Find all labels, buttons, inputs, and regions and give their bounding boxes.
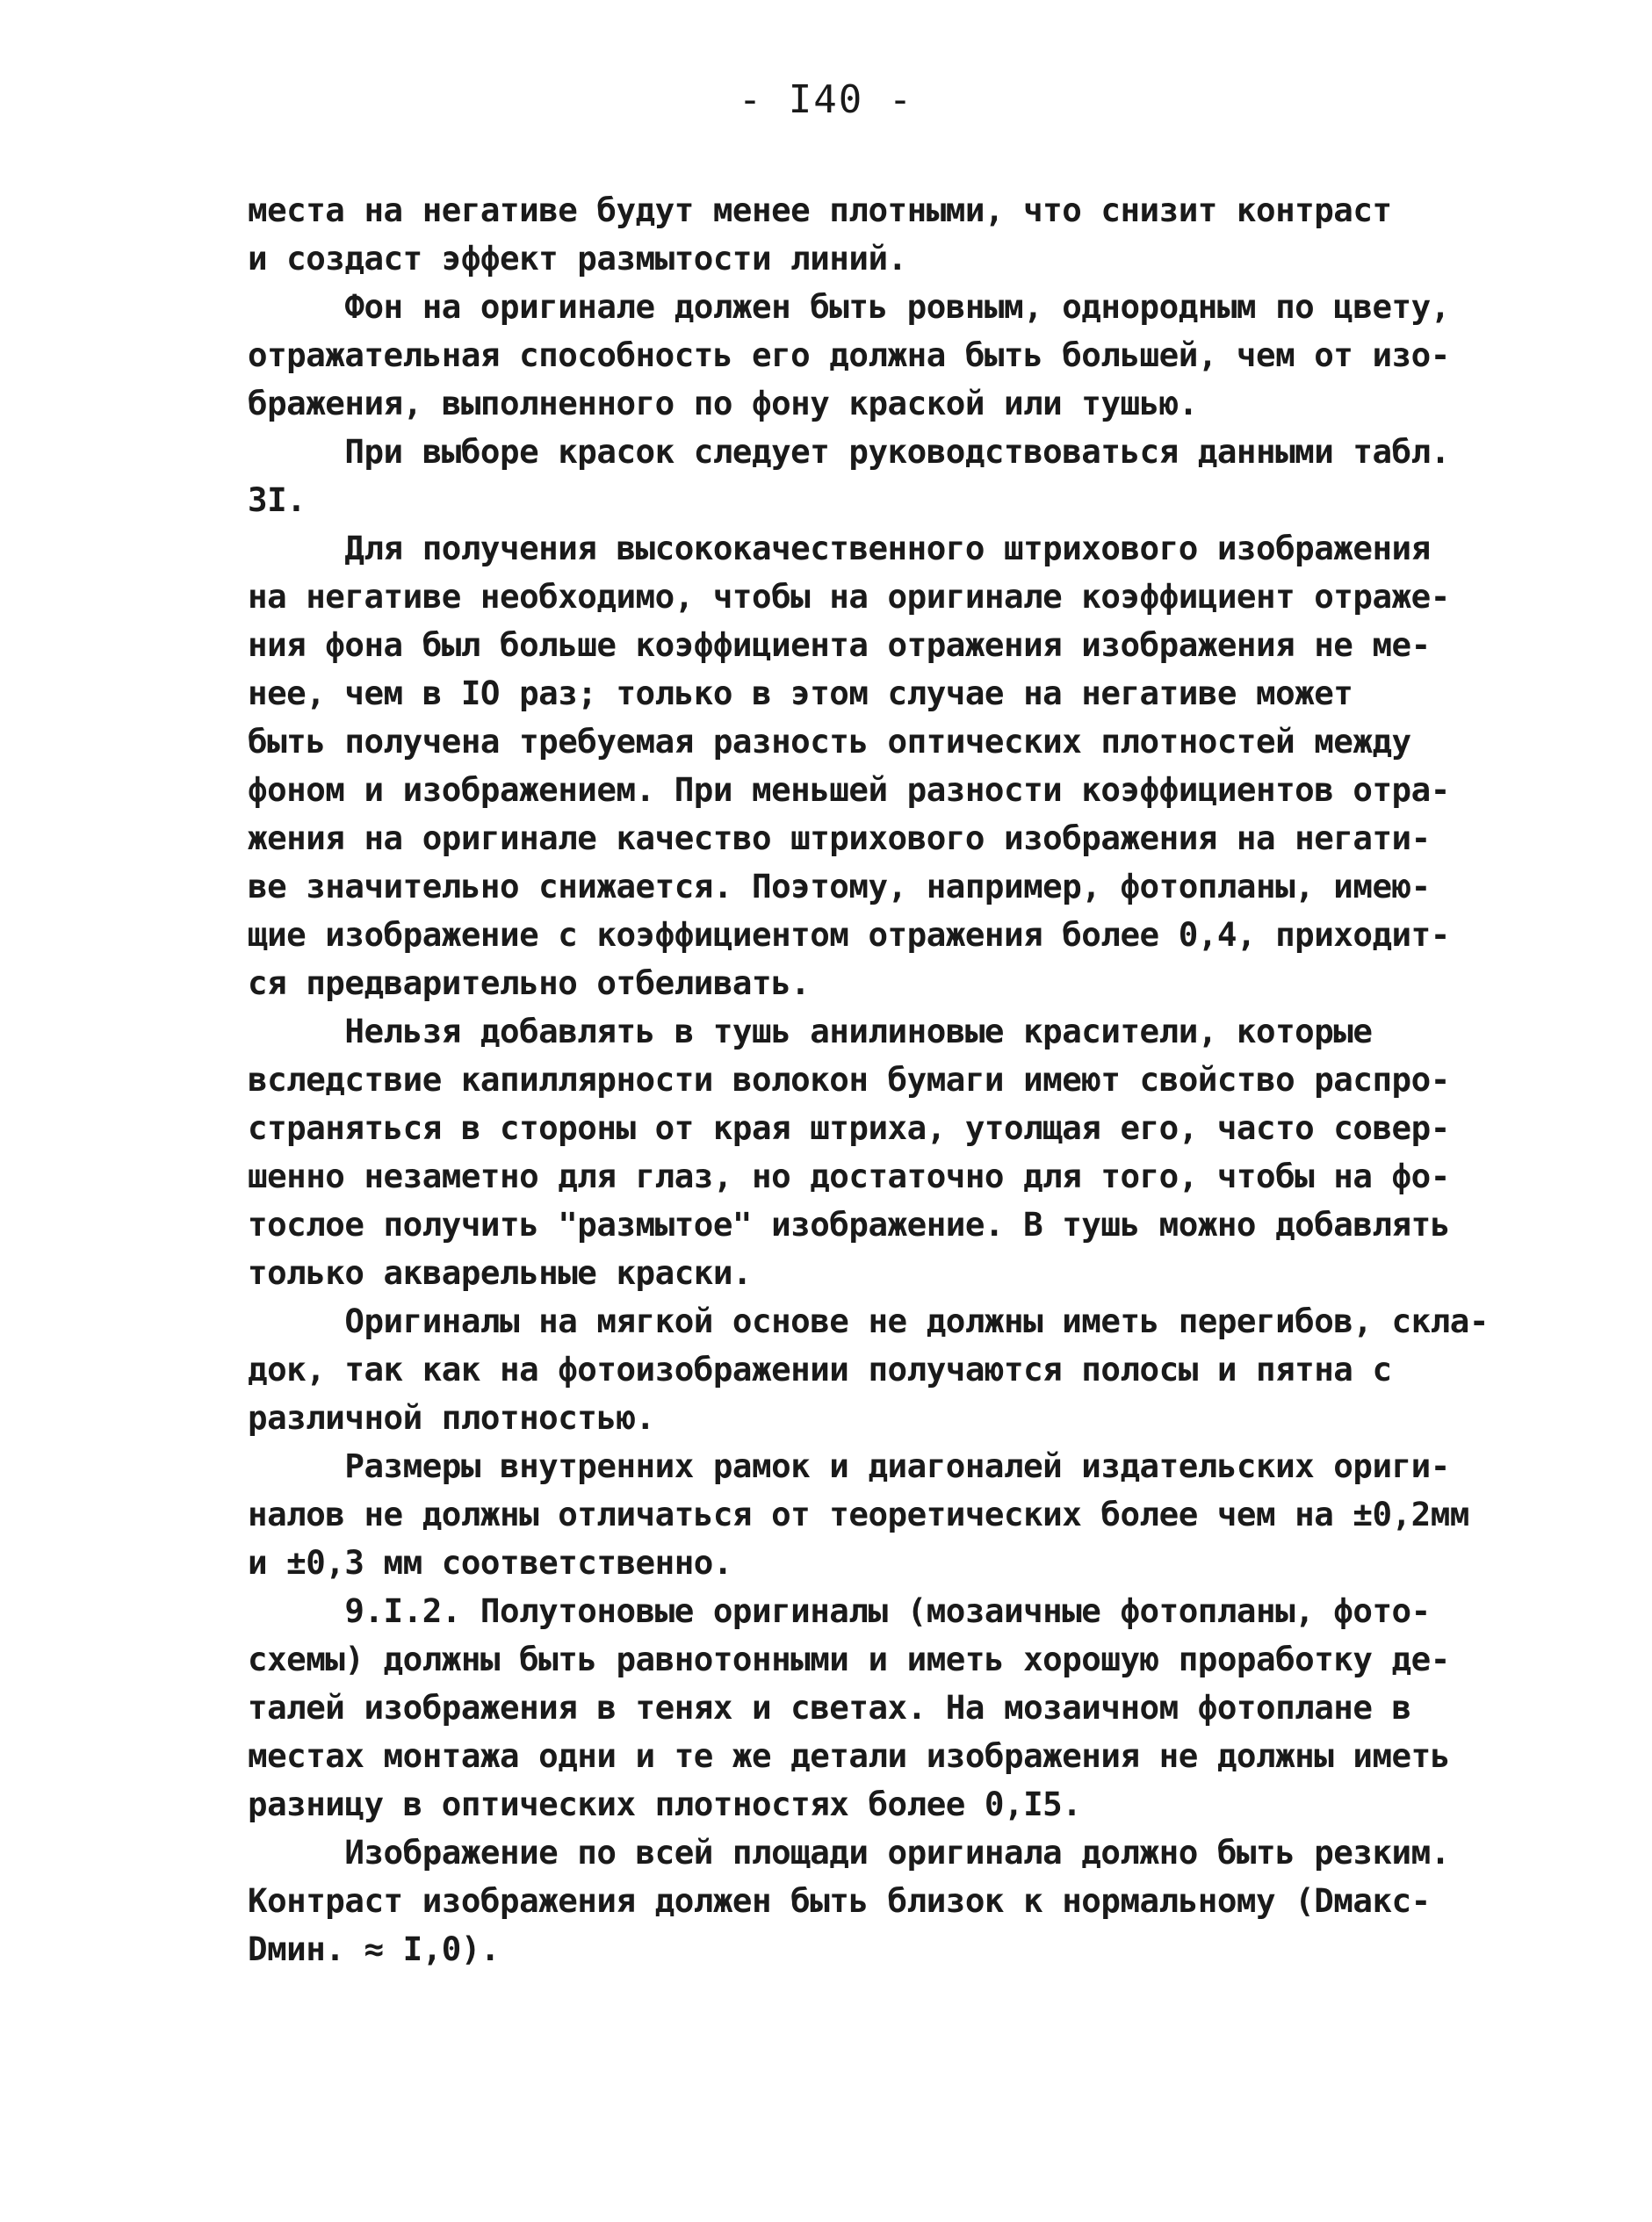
text-line: отражательная способность его должна быть большей, чем от изо- [248, 335, 1450, 374]
page-number: - I40 - [738, 77, 914, 122]
text-line: только акварельные краски. [248, 1253, 752, 1292]
text-line: налов не должны отличаться от теоретических более чем на ±0,2мм [248, 1495, 1469, 1533]
text-line: вследствие капиллярности волокон бумаги имеют свойство распро- [248, 1060, 1450, 1099]
text-line: Нельзя добавлять в тушь анилиновые красители, которые [248, 1012, 1373, 1050]
text-line: Фон на оригинале должен быть ровным, однородным по цвету, [248, 287, 1450, 326]
text-line: Оригиналы на мягкой основе не должны иметь перегибов, скла- [248, 1302, 1489, 1340]
text-line: разницу в оптических плотностях более 0,I5. [248, 1785, 1082, 1823]
text-line: места на негативе будут менее плотными, что снизит контраст [248, 191, 1392, 229]
text-line: Размеры внутренних рамок и диагоналей издательских ориги- [248, 1446, 1450, 1485]
text-line: ве значительно снижается. Поэтому, например, фотопланы, имею- [248, 867, 1431, 905]
text-line: Dмин. ≈ I,0). [248, 1930, 500, 1968]
text-line: шенно незаметно для глаз, но достаточно для того, чтобы на фо- [248, 1157, 1450, 1195]
text-line: Изображение по всей площади оригинала должно быть резким. [248, 1833, 1450, 1872]
text-line: Контраст изображения должен быть близок к нормальному (Dмакс- [248, 1881, 1431, 1920]
text-line: быть получена требуемая разность оптических плотностей между [248, 722, 1411, 761]
text-line: 3I. [248, 480, 307, 519]
text-line: фоном и изображением. При меньшей разности коэффициентов отра- [248, 770, 1450, 809]
text-line: схемы) должны быть равнотонными и иметь хорошую проработку де- [248, 1640, 1450, 1678]
text-line: страняться в стороны от края штриха, утолщая его, часто совер- [248, 1108, 1450, 1147]
text-line: и создаст эффект размытости линий. [248, 239, 907, 278]
text-line: нее, чем в IO раз; только в этом случае на негативе может [248, 674, 1353, 712]
text-line: док, так как на фотоизображении получаются полосы и пятна с [248, 1350, 1392, 1389]
text-line: жения на оригинале качество штрихового изображения на негати- [248, 819, 1431, 857]
text-line: тослое получить "размытое" изображение. В тушь можно добавлять [248, 1205, 1450, 1244]
text-line: При выборе красок следует руководствоваться данными табл. [248, 432, 1450, 471]
text-line: бражения, выполненного по фону краской или тушью. [248, 384, 1198, 422]
text-line: ния фона был больше коэффициента отражения изображения не ме- [248, 625, 1431, 664]
text-line: на негативе необходимо, чтобы на оригинале коэффициент отраже- [248, 577, 1450, 616]
text-line: 9.I.2. Полутоновые оригиналы (мозаичные фотопланы, фото- [248, 1591, 1431, 1630]
text-line: различной плотностью. [248, 1398, 655, 1437]
text-line: местах монтажа одни и те же детали изображения не должны иметь [248, 1736, 1450, 1775]
text-line: ся предварительно отбеливать. [248, 963, 811, 1002]
text-line: талей изображения в тенях и светах. На мозаичном фотоплане в [248, 1688, 1411, 1727]
text-line: щие изображение с коэффициентом отражения более 0,4, приходит- [248, 915, 1450, 954]
body-text [248, 186, 1512, 1973]
text-line: Для получения высококачественного штрихового изображения [248, 529, 1431, 567]
text-line: и ±0,3 мм соответственно. [248, 1543, 732, 1582]
